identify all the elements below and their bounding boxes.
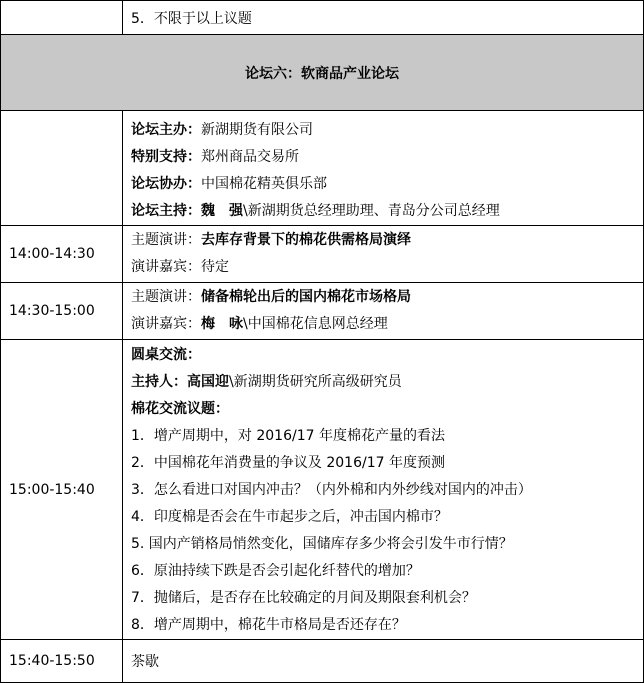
session-row <box>1 226 644 283</box>
list-item: 4．印度棉是否会在牛市起步之后，冲击国内棉市？ <box>131 509 448 525</box>
organizer-line <box>131 144 643 171</box>
list-item: 3．怎么看进口对国内冲击？（内外棉和内外纱线对国内的冲击） <box>131 482 532 498</box>
time-cell: 14:00-14:30 <box>1 226 123 283</box>
roundtable-title: 圆桌交流： <box>131 347 201 363</box>
speaker-line <box>131 254 643 281</box>
organizer-line <box>131 198 643 225</box>
time-cell <box>1 1 123 35</box>
organizer-value: 郑州商品交易所 <box>201 149 299 165</box>
host-line <box>131 369 643 396</box>
time-cell: 15:40-15:50 <box>1 640 123 683</box>
forum-title-row <box>1 35 644 111</box>
list-item: 8．增产周期中，棉花牛市格局是否还存在？ <box>131 617 406 633</box>
list-item: 6．原油持续下跌是否会引起化纤替代的增加？ <box>131 563 420 579</box>
organizers-cell <box>123 111 644 226</box>
time-cell: 14:30-15:00 <box>1 283 123 340</box>
topic-title: 储备棉轮出后的国内棉花市场格局 <box>201 289 411 305</box>
host-desc: \新湖期货研究所高级研究员 <box>229 374 402 390</box>
session-cell <box>123 283 644 340</box>
organizer-line <box>131 117 643 144</box>
organizers-row <box>1 111 644 226</box>
organizer-label: 论坛主持：魏 强 <box>131 203 243 219</box>
organizer-value: \新湖期货总经理助理、青岛分公司总经理 <box>243 203 500 219</box>
list-item: 1．增产周期中，对 2016/17 年度棉花产量的看法 <box>131 428 445 444</box>
speaker-label: 演讲嘉宾： <box>131 316 201 332</box>
organizer-line <box>131 171 643 198</box>
session-cell <box>123 226 644 283</box>
tea-break-row <box>1 640 644 683</box>
organizer-value: 新湖期货有限公司 <box>201 122 313 138</box>
organizer-label: 特别支持： <box>131 149 201 165</box>
roundtable-cell <box>123 340 644 640</box>
host-label: 主持人：高国迎 <box>131 374 229 390</box>
time-cell <box>1 111 123 226</box>
session-row <box>1 283 644 340</box>
time-cell: 15:00-15:40 <box>1 340 123 640</box>
roundtable-row <box>1 340 644 640</box>
speaker-desc: \中国棉花信息网总经理 <box>243 316 388 332</box>
topics-label: 棉花交流议题： <box>131 401 229 417</box>
topic-cell: 5．不限于以上议题 <box>123 1 644 35</box>
topic-line <box>131 227 643 254</box>
list-item: 7．抛储后，是否存在比较确定的月间及期限套利机会？ <box>131 590 476 606</box>
topic-label: 主题演讲： <box>131 232 201 248</box>
organizer-value: 中国棉花精英俱乐部 <box>201 176 327 192</box>
speaker-label: 演讲嘉宾： <box>131 259 201 275</box>
speaker-desc: 待定 <box>201 259 229 275</box>
topic-title: 去库存背景下的棉花供需格局演绎 <box>201 232 411 248</box>
topic-line <box>131 284 643 311</box>
speaker-name: 梅 咏 <box>201 316 243 332</box>
tea-break-cell: 茶歇 <box>123 640 644 683</box>
table-row <box>1 1 644 35</box>
organizer-label: 论坛协办： <box>131 176 201 192</box>
forum-title: 论坛六：软商品产业论坛 <box>1 35 644 111</box>
topic-label: 主题演讲： <box>131 289 201 305</box>
list-item: 5. 国内产销格局悄然变化，国储库存多少将会引发牛市行情？ <box>131 536 513 552</box>
list-item: 2．中国棉花年消费量的争议及 2016/17 年度预测 <box>131 455 445 471</box>
speaker-line <box>131 311 643 338</box>
organizer-label: 论坛主办： <box>131 122 201 138</box>
